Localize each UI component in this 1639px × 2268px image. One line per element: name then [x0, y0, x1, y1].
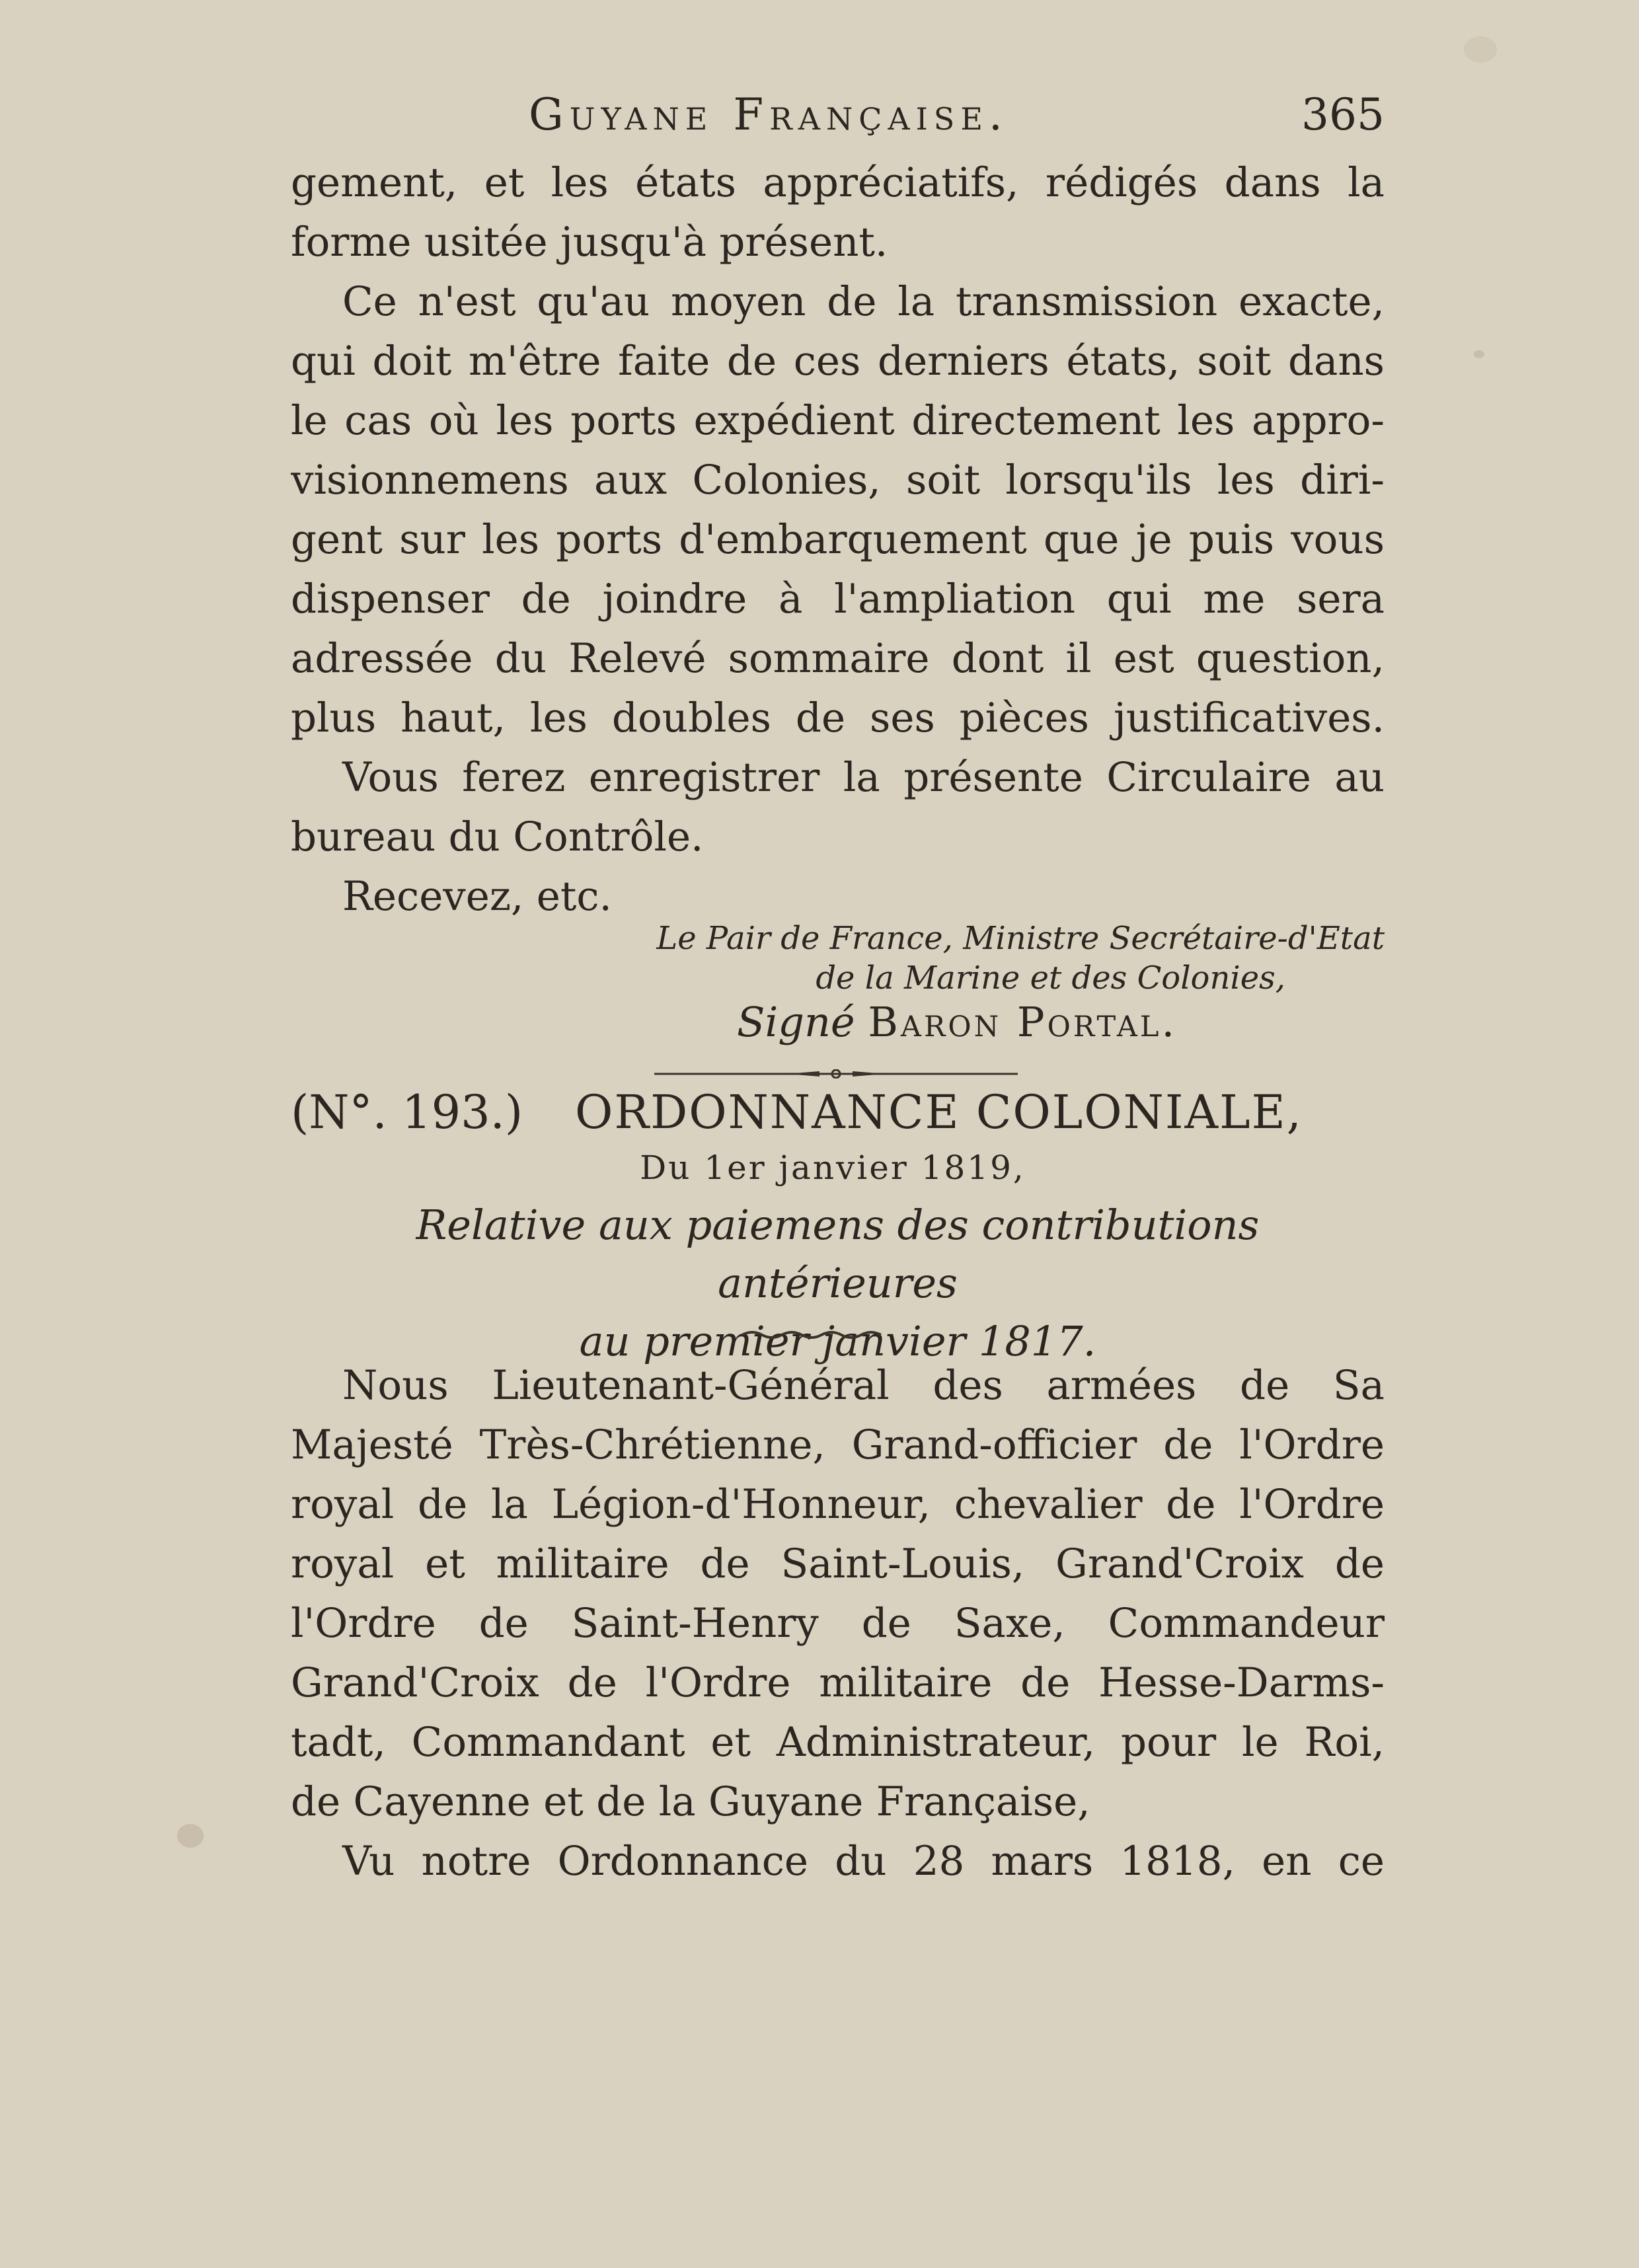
- text-line: de Cayenne et de la Guyane Française,: [291, 1778, 1090, 1825]
- text-line: Vu notre Ordonnance du 28 mars 1818, en ce: [342, 1838, 1385, 1885]
- text-line: Ce n'est qu'au moyen de la transmission exacte,: [342, 278, 1385, 325]
- text-line: Majesté Très-Chrétienne, Grand-officier de l'Ordre: [291, 1421, 1385, 1468]
- subject-line: Relative aux paiemens des contributions antérieures: [416, 1201, 1260, 1307]
- paper-stain: [1464, 36, 1497, 63]
- text-line: dispenser de joindre à l'ampliation qui me sera: [291, 576, 1385, 623]
- wavy-rule: [739, 1328, 884, 1342]
- signature-block: [641, 919, 1385, 998]
- signatory-office: de la Marine et des Colonies,: [816, 960, 1285, 997]
- ordinance-heading: [291, 1085, 1385, 1151]
- ornamental-rule: [654, 1069, 1018, 1078]
- ordinance-date: Du 1er janvier 1819,: [640, 1149, 1026, 1187]
- text-line: Recevez, etc.: [342, 873, 612, 920]
- body-text-bottom: [291, 1356, 1385, 1891]
- ordinance-number: (N°. 193.): [291, 1085, 523, 1139]
- ink-spot: [1474, 350, 1484, 358]
- text-line: gent sur les ports d'embarquement que je puis vous: [291, 516, 1385, 563]
- text-line: forme usitée jusqu'à présent.: [291, 219, 888, 266]
- text-line: Nous Lieutenant-Général des armées de Sa: [342, 1362, 1385, 1409]
- signatory-title: Le Pair de France, Ministre Secrétaire-d'Etat: [656, 920, 1385, 957]
- text-line: gement, et les états appréciatifs, rédigés dans la: [291, 159, 1385, 206]
- page-header: [291, 89, 1385, 149]
- signatory-name: [737, 998, 1177, 1046]
- ordinance-subject: [291, 1196, 1385, 1371]
- text-line: qui doit m'être faite de ces derniers états, soit dans: [291, 338, 1385, 385]
- body-text-top: [291, 153, 1385, 926]
- text-line: Grand'Croix de l'Ordre militaire de Hesse-Darms-: [291, 1659, 1385, 1706]
- subject-line: au premier janvier 1817.: [579, 1317, 1096, 1365]
- text-line: visionnemens aux Colonies, soit lorsqu'ils les diri-: [291, 457, 1385, 504]
- ordinance-title: ORDONNANCE COLONIALE,: [575, 1085, 1303, 1139]
- text-line: le cas où les ports expédient directement les appro-: [291, 397, 1385, 444]
- text-line: adressée du Relevé sommaire dont il est question,: [291, 635, 1385, 682]
- text-line: bureau du Contrôle.: [291, 813, 704, 860]
- text-line: l'Ordre de Saint-Henry de Saxe, Commandeur: [291, 1600, 1385, 1647]
- text-line: tadt, Commandant et Administrateur, pour le Roi,: [291, 1719, 1385, 1766]
- text-line: royal et militaire de Saint-Louis, Grand'Croix de: [291, 1540, 1385, 1587]
- text-line: Vous ferez enregistrer la présente Circulaire au: [342, 754, 1385, 801]
- text-line: plus haut, les doubles de ses pièces justificatives.: [291, 695, 1385, 741]
- paper-stain: [177, 1824, 204, 1848]
- page-number: 365: [1301, 89, 1385, 140]
- running-title: Guyane Française.: [529, 89, 1009, 140]
- signed-label: Signé: [737, 998, 855, 1046]
- text-line: royal de la Légion-d'Honneur, chevalier de l'Ordre: [291, 1481, 1385, 1528]
- signatory-name-text: Baron Portal.: [868, 998, 1178, 1046]
